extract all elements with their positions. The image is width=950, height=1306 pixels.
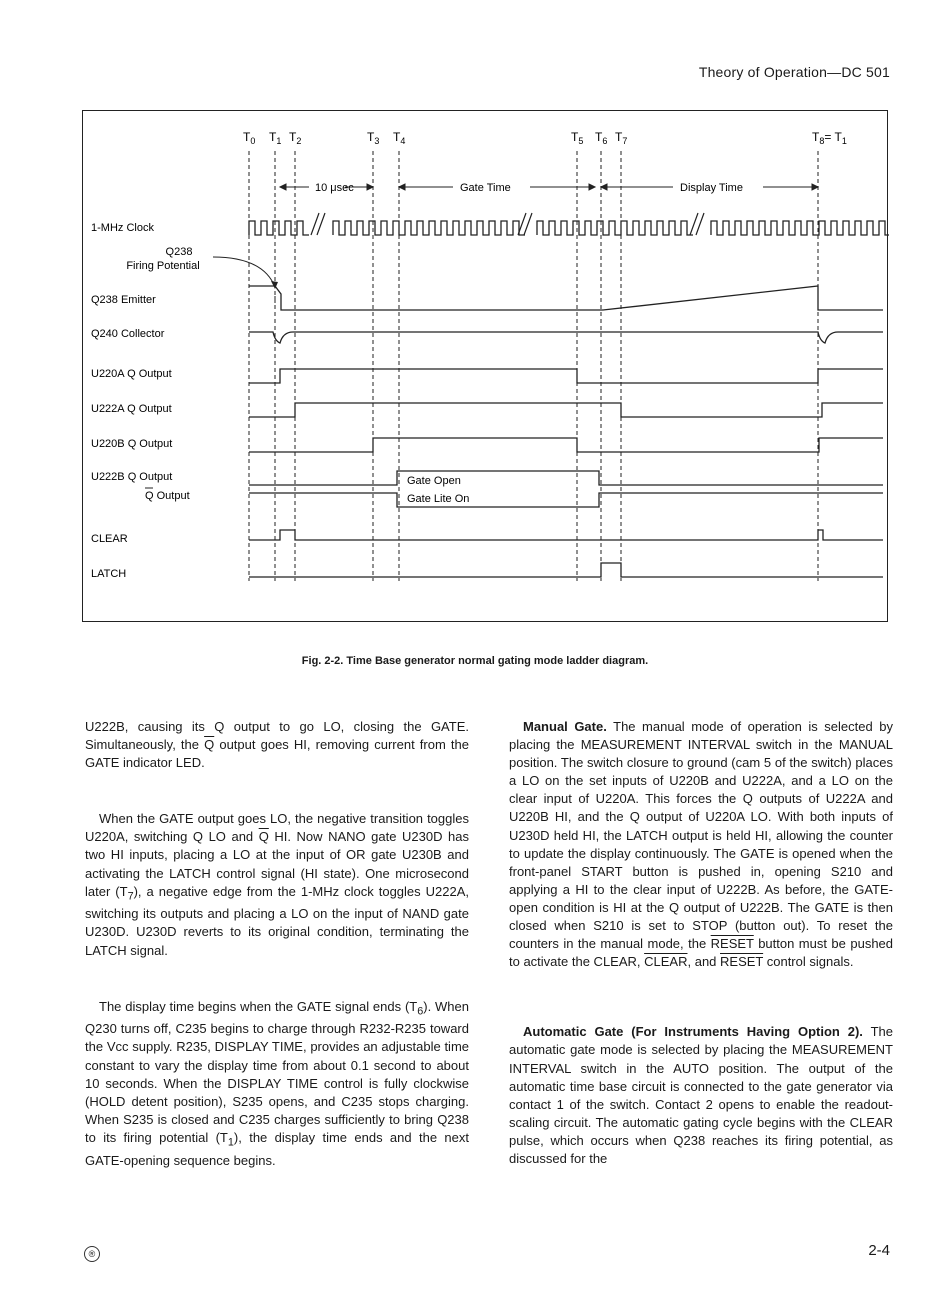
figure-caption: Fig. 2-2. Time Base generator normal gating mode ladder diagram. (301, 655, 649, 667)
clear-wave (249, 530, 883, 540)
label-clear: CLEAR (91, 533, 128, 545)
left-column (85, 718, 469, 1170)
left-paragraph-1: U222B, causing its Q output to go LO, closing the GATE. Simultaneously, the $\overline{Q}$ output goes HI, removing current from the GATE indicator LED. (85, 719, 469, 771)
time-label-7: $T_7$ (615, 130, 628, 146)
page-header: Theory of Operation—DC 501 (698, 64, 890, 80)
time-label-4: $T_4$ (393, 130, 406, 146)
label-u222b: U222B Q Output (91, 471, 173, 483)
gate-open-label: Gate Open (407, 475, 461, 487)
u220b-wave (249, 438, 883, 452)
time-label-3: $T_3$ (367, 130, 380, 146)
right-paragraph-2: Automatic Gate (For Instruments Having Option 2). The automatic gate mode is selected by placing the MEASUREMENT INTERVAL switch in the AUTO position. The output of the automatic time base circuit is connected to the gate generator via contact 1 of the switch. Contact 2 opens to enable the readout-scaling circuit. The automatic gating cycle begins with the CLEAR pulse, which occurs when Q238 reaches its firing potential, as discussed for the (509, 1024, 893, 1166)
waveforms (249, 286, 883, 577)
label-u220b: U220B Q Output (91, 438, 173, 450)
time-label-5: $T_5$ (571, 130, 584, 146)
ladder-diagram (82, 110, 888, 622)
label-clock: 1-MHz Clock (91, 222, 154, 234)
label-q238-emitter: Q238 Emitter (91, 294, 156, 306)
gate-lite-on-label: Gate Lite On (407, 493, 470, 505)
u222b-qbar-wave (249, 493, 883, 507)
u220a-wave (249, 369, 883, 383)
usec-label: 10 μsec (315, 182, 354, 194)
page-number: 2-4 (868, 1242, 890, 1259)
label-q238: Q238 (165, 246, 193, 258)
label-latch: LATCH (91, 568, 127, 580)
label-qbar-output: Q Output (145, 490, 190, 502)
timing-diagram-svg (83, 111, 889, 623)
u222b-wave (249, 471, 883, 485)
display-time-label: Display Time (680, 182, 743, 194)
time-label-6: $T_6$ (595, 130, 608, 146)
time-label-8: $T_8= T_1$ (812, 130, 847, 146)
label-u222a: U222A Q Output (91, 403, 172, 415)
time-guides (249, 151, 818, 581)
time-label-1: $T_1$ (269, 130, 282, 146)
u222a-wave (249, 403, 883, 417)
label-u220a: U220A Q Output (91, 368, 172, 380)
label-firing: Firing Potential (126, 260, 200, 272)
left-paragraph-3: The display time begins when the GATE signal ends $(T_6)$. When Q230 turns off, C235 begins to charge through R232-R235 toward the Vcc supply. R235, DISPLAY TIME, provides an adjustable time constant to vary the display time from about 0.1 second to about 10 seconds. When the DISPLAY TIME control is fully clockwise (HOLD detent position), S235 opens, and C235 stops charging. When S235 is closed and C235 charges sufficiently to bring Q238 to its firing potential $(T_1)$, the display time ends and the next GATE-opening sequence begins. (85, 998, 469, 1168)
label-q240-collector: Q240 Collector (91, 328, 165, 340)
left-paragraph-2: When the GATE output goes LO, the negative transition toggles U220A, switching Q LO and $\overline{Q}$ HI. Now NANO gate U230D has two HI inputs, placing a LO at the input of OR gate U230B and activating the LATCH control signal (HI state). One microsecond later $(T_7)$, a negative edge from the 1-MHz clock toggles U222A, switching its outputs and placing a LO on the input of NAND gate U230D. U230D reverts to its original condition, terminating the LATCH signal. (85, 811, 470, 958)
q240-collector-wave (249, 332, 883, 343)
time-label-2: $T_2$ (289, 130, 302, 146)
time-labels (243, 130, 847, 146)
latch-wave (249, 563, 883, 577)
time-label-0: $T_0$ (243, 130, 256, 146)
right-column (509, 718, 893, 1168)
clock-waveform (249, 221, 889, 235)
gate-time-label: Gate Time (460, 182, 511, 194)
right-paragraph-1: Manual Gate. The manual mode of operation is selected by placing the MEASUREMENT INTERVAL switch in the MANUAL position. The switch closure to ground (cam 5 of the switch) places a LO on the set inputs of U220B and U222A, and a LO on the clear input of U220A. This forces the Q outputs of U222A and U220B HI, and the Q output of U220A LO. With both inputs of U230D held HI, the LATCH output is held HI, allowing the counter to update the display continuously. The GATE is opened when the front-panel START button is pushed in, opening S210 and applying a HI to the clear input of U222B. As before, the GATE-open condition is HI at the Q output of U222B. The GATE is then closed when S210 is set to STOP (button out). To reset the counters in the manual mode, the RESET button must be pushed to activate the CLEAR, CLEAR, and RESET control signals. (509, 719, 894, 970)
q238-emitter-wave (249, 286, 883, 310)
tektronix-logo-icon: ® (84, 1246, 100, 1262)
